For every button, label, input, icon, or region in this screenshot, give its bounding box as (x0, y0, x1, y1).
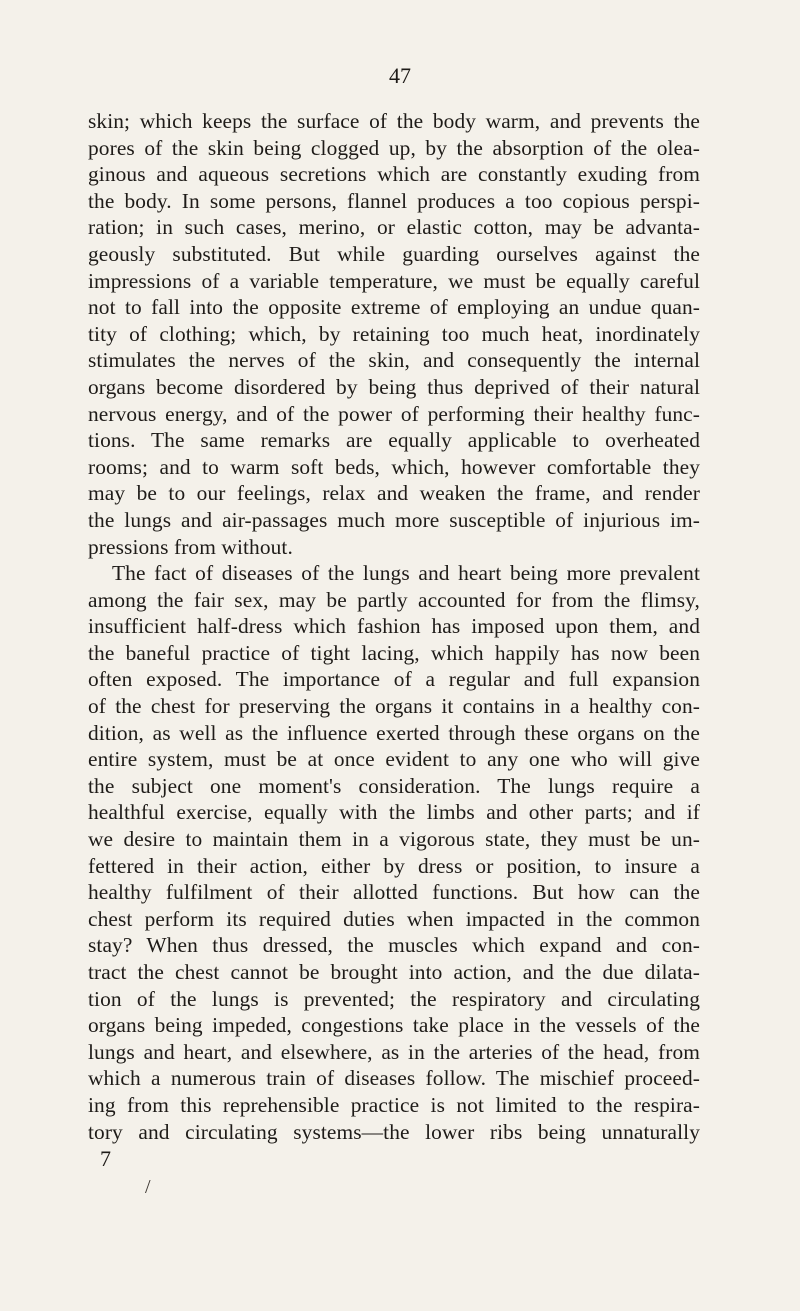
text-line: healthful exercise, equally with the limbs and other parts; and if (88, 800, 700, 825)
text-line: stay? When thus dressed, the muscles which expand and con- (88, 933, 700, 958)
text-line: stimulates the nerves of the skin, and consequently the internal (88, 348, 700, 373)
text-line: ing from this reprehensible practice is not limited to the respira- (88, 1092, 700, 1117)
text-line: the body. In some persons, flannel produces a too copious perspi- (88, 188, 700, 213)
text-line: among the fair sex, may be partly accounted for from the flimsy, (88, 587, 700, 612)
text-line: not to fall into the opposite extreme of employing an undue quan- (88, 295, 700, 320)
text-line: ration; in such cases, merino, or elastic cotton, may be advanta- (88, 215, 700, 240)
text-line: tion of the lungs is prevented; the respiratory and circulating (88, 986, 700, 1011)
stray-mark: / (145, 1176, 151, 1198)
text-line: the lungs and air-passages much more susceptible of injurious im- (88, 507, 700, 532)
text-line: often exposed. The importance of a regular and full expansion (88, 667, 700, 692)
text-line: organs become disordered by being thus deprived of their natural (88, 374, 700, 399)
text-line: tions. The same remarks are equally applicable to overheated (88, 428, 700, 453)
body-text (88, 108, 700, 1145)
text-line: ginous and aqueous secretions which are constantly exuding from (88, 162, 700, 187)
signature-mark: 7 (100, 1146, 111, 1171)
text-line: lungs and heart, and elsewhere, as in the arteries of the head, from (88, 1039, 700, 1064)
text-line: may be to our feelings, relax and weaken the frame, and render (88, 481, 700, 506)
text-line: organs being impeded, congestions take place in the vessels of the (88, 1013, 700, 1038)
text-line: skin; which keeps the surface of the body warm, and prevents the (88, 109, 700, 133)
text-line: of the chest for preserving the organs it contains in a healthy con- (88, 694, 700, 719)
text-line: the subject one moment's consideration. The lungs require a (88, 773, 700, 798)
text-line: tory and circulating systems—the lower ribs being unnaturally (88, 1119, 700, 1144)
page-number: 47 (389, 63, 411, 88)
text-line: chest perform its required duties when impacted in the common (88, 906, 700, 931)
text-line: which a numerous train of diseases follow. The mischief proceed- (88, 1066, 700, 1091)
paragraph-start-line: The fact of diseases of the lungs and heart being more prevalent (112, 561, 700, 586)
text-line: entire system, must be at once evident to any one who will give (88, 747, 700, 772)
text-line: nervous energy, and of the power of performing their healthy func- (88, 401, 700, 426)
text-line: we desire to maintain them in a vigorous state, they must be un- (88, 827, 700, 852)
text-line: dition, as well as the influence exerted through these organs on the (88, 720, 700, 745)
text-line: tract the chest cannot be brought into action, and the due dilata- (88, 960, 700, 984)
text-line: geously substituted. But while guarding ourselves against the (88, 241, 700, 266)
text-line: healthy fulfilment of their allotted functions. But how can the (88, 880, 700, 905)
text-line: the baneful practice of tight lacing, which happily has now been (88, 640, 700, 665)
text-line: insufficient half-dress which fashion has imposed upon them, and (88, 614, 700, 639)
text-line: rooms; and to warm soft beds, which, however comfortable they (88, 454, 700, 479)
text-line: tity of clothing; which, by retaining too much heat, inordinately (88, 321, 700, 346)
text-line: fettered in their action, either by dress or position, to insure a (88, 853, 700, 878)
text-line: impressions of a variable temperature, we must be equally careful (88, 268, 700, 293)
text-line: pressions from without. (88, 534, 293, 559)
text-line: pores of the skin being clogged up, by the absorption of the olea- (88, 135, 700, 160)
